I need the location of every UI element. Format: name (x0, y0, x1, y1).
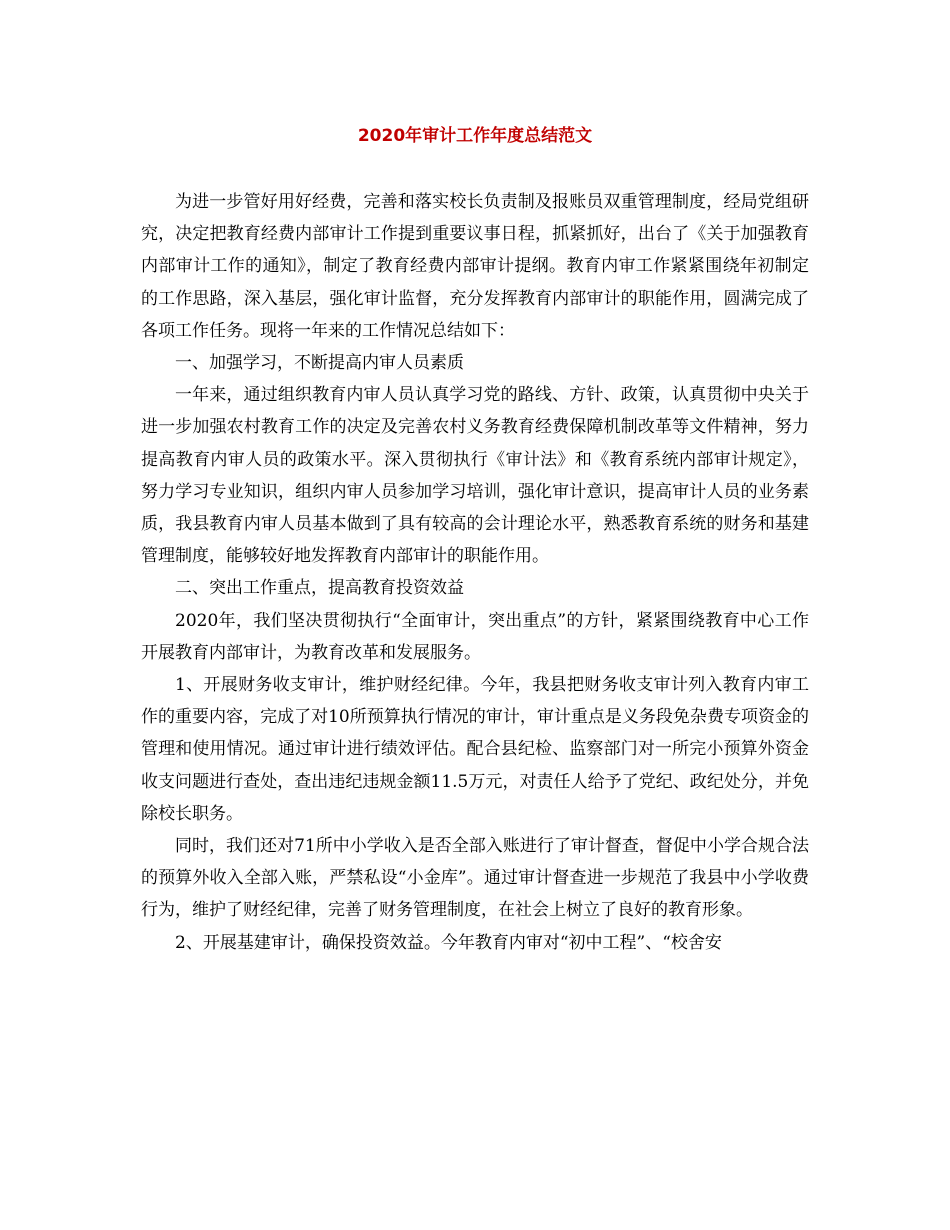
document-body (141, 186, 809, 959)
document-title: 2020年审计工作年度总结范文 (357, 126, 593, 146)
heading-section-1: 一、加强学习，不断提高内审人员素质 (175, 353, 464, 374)
paragraph-item-2: 2、开展基建审计，确保投资效益。今年教育内审对“初中工程”、“校舍安 (175, 932, 722, 953)
paragraph-intro: 为进一步管好用好经费，完善和落实校长负责制及报账员双重管理制度，经局党组研究，决定把教育经费内部审计工作提到重要议事日程，抓紧抓好，出台了《关于加强教育内部审计工作的通知》，制定了教育经费内部审计提纲。教育内审工作紧紧围绕年初制定的工作思路，深入基层，强化审计监督，充分发挥教育内部审计的职能作用，圆满完成了各项工作任务。现将一年来的工作情况总结如下： (141, 192, 809, 341)
paragraph-section-2-intro: 2020年，我们坚决贯彻执行“全面审计，突出重点”的方针，紧紧围绕教育中心工作开展教育内部审计，为教育改革和发展服务。 (141, 610, 809, 663)
paragraph-item-1: 1、开展财务收支审计，维护财经纪律。今年，我县把财务收支审计列入教育内审工作的重要内容，完成了对10所预算执行情况的审计，审计重点是义务段免杂费专项资金的管理和使用情况。通过审计进行绩效评估。配合县纪检、监察部门对一所完小预算外资金收支问题进行查处，查出违纪违规金额11.5万元，对责任人给予了党纪、政纪处分，并免除校长职务。 (141, 675, 809, 824)
heading-section-2: 二、突出工作重点，提高教育投资效益 (175, 578, 464, 599)
paragraph-item-1-cont: 同时，我们还对71所中小学收入是否全部入账进行了审计督查，督促中小学合规合法的预算外收入全部入账，严禁私设“小金库”。通过审计督查进一步规范了我县中小学收费行为，维护了财经纪律，完善了财务管理制度，在社会上树立了良好的教育形象。 (141, 836, 809, 921)
paragraph-section-1: 一年来，通过组织教育内审人员认真学习党的路线、方针、政策，认真贯彻中央关于进一步加强农村教育工作的决定及完善农村义务教育经费保障机制改革等文件精神，努力提高教育内审人员的政策水平。深入贯彻执行《审计法》和《教育系统内部审计规定》，努力学习专业知识，组织内审人员参加学习培训，强化审计意识，提高审计人员的业务素质，我县教育内审人员基本做到了具有较高的会计理论水平，熟悉教育系统的财务和基建管理制度，能够较好地发挥教育内部审计的职能作用。 (141, 385, 809, 567)
